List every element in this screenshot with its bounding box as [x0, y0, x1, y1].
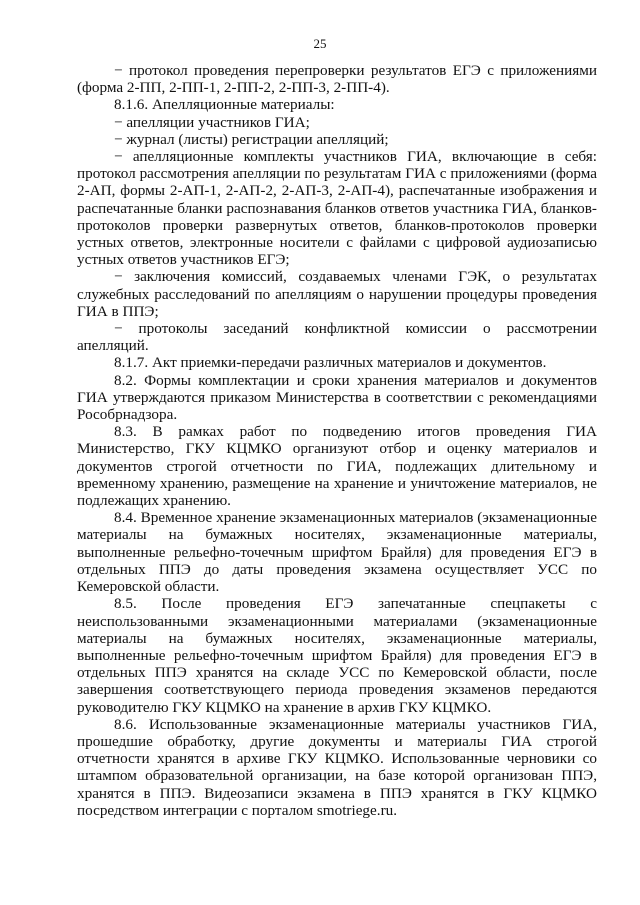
- document-body: [77, 62, 597, 819]
- paragraph-8-5: 8.5. После проведения ЕГЭ запечатанные спецпакеты с неиспользованными экзаменационными материалами (экзаменационные материалы на бумажных носителях, экзаменационные материалы, выполненные рельефно-точечным шрифтом Брайля) для проведения ЕГЭ в отдельных ППЭ хранятся на складе УСС по Кемеровской области, после завершения соответствующего периода проведения экзаменов передаются руководителю ГКУ КЦМКО на хранение в архив ГКУ КЦМКО.: [77, 595, 597, 716]
- paragraph-8-3: 8.3. В рамках работ по подведению итогов проведения ГИА Министерство, ГКУ КЦМКО организуют отбор и оценку материалов и документов строгой отчетности по ГИА, подлежащих длительному и временному хранению, размещение на хранение и уничтожение материалов, не подлежащих хранению.: [77, 423, 597, 510]
- page-number: 25: [313, 36, 327, 51]
- paragraph-8-6: 8.6. Использованные экзаменационные материалы участников ГИА, прошедшие обработку, другие документы и материалы ГИА строгой отчетности хранятся в архиве ГКУ КЦМКО. Использованные черновики со штампом образовательной организации, на базе которой организован ППЭ, хранятся в ППЭ. Видеозаписи экзамена в ППЭ хранятся в ГКУ КЦМКО посредством интеграции с порталом smotriege.ru.: [77, 715, 597, 819]
- paragraph-appeal-kits: − апелляционные комплекты участников ГИА, включающие в себя: протокол рассмотрения апелляции по результатам ГИА с приложениями (форма 2-АП, формы 2-АП-1, 2-АП-2, 2-АП-3, 2-АП-4), распечатанные изображения и распечатанные бланки распознавания бланков ответов участника ГИА, бланков-протоколов проверки развернутых ответов, бланков-протоколов проверки устных ответов, электронные носители с файлами с цифровой аудиозаписью устных ответов участников ЕГЭ;: [77, 148, 597, 269]
- paragraph-8-2: 8.2. Формы комплектации и сроки хранения материалов и документов ГИА утверждаются приказом Министерства в соответствии с рекомендациями Рособрнадзора.: [77, 371, 597, 424]
- paragraph-8-1-6-heading: 8.1.6. Апелляционные материалы:: [114, 96, 335, 114]
- paragraph-appeals-journal: − журнал (листы) регистрации апелляций;: [114, 130, 389, 148]
- paragraph-8-4: 8.4. Временное хранение экзаменационных материалов (экзаменационные материалы на бумажных носителях, экзаменационные материалы, выполненные рельефно-точечным шрифтом Брайля) для проведения ЕГЭ в отдельных ППЭ до даты проведения экзамена осуществляет УСС по Кемеровской области.: [77, 509, 597, 596]
- paragraph-protocol-recheck: − протокол проведения перепроверки результатов ЕГЭ с приложениями (форма 2-ПП, 2-ПП-1, 2-ПП-2, 2-ПП-3, 2-ПП-4).: [77, 62, 597, 97]
- paragraph-appeals: − апелляции участников ГИА;: [114, 113, 310, 131]
- paragraph-conflict-protocols: − протоколы заседаний конфликтной комиссии о рассмотрении апелляций.: [77, 320, 597, 355]
- paragraph-8-1-7: 8.1.7. Акт приемки-передачи различных материалов и документов.: [114, 354, 547, 372]
- paragraph-commission-conclusions: − заключения комиссий, создаваемых членами ГЭК, о результатах служебных расследований по апелляциям о нарушении процедуры проведения ГИА в ППЭ;: [77, 268, 597, 320]
